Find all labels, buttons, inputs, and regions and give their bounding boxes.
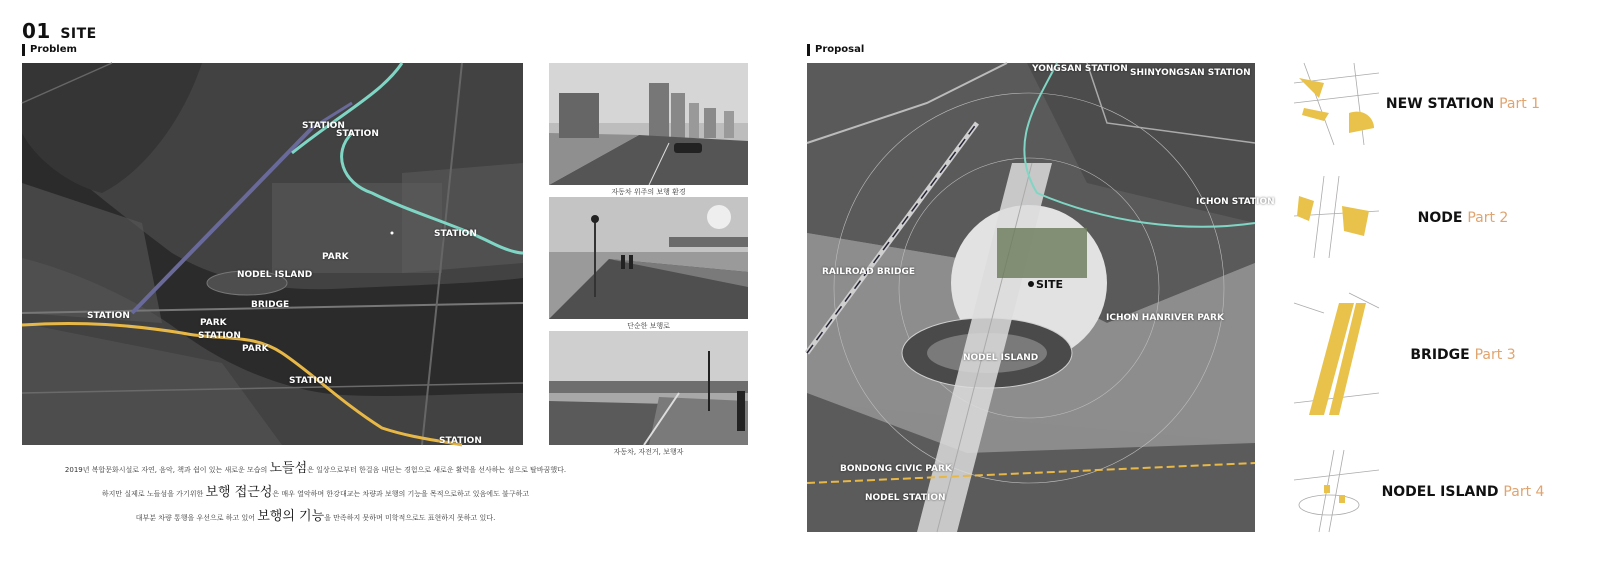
proposal-map-graphic <box>807 63 1255 532</box>
photo-caption: 자동차 위주의 보행 환경 <box>611 188 686 196</box>
map-label-nodel-station: NODEL STATION <box>865 493 946 503</box>
emphasis-text: 보행의 기능 <box>257 509 325 524</box>
map-label-ichon-hanriver-park: ICHON HANRIVER PARK <box>1106 313 1224 323</box>
page-title <box>22 19 97 43</box>
map-label-yongsan-station: YONGSAN STATION <box>1032 64 1128 74</box>
map-label-park: PARK <box>242 344 269 354</box>
problem-description-line-2: 하지만 실제로 노들섬을 가기위한 보행 접근성은 매우 열악하며 한강대교는 차량과 보행의 기능을 목적으로하고 있음에도 불구하고 <box>101 485 530 500</box>
photo-caption: 단순한 보행로 <box>627 322 670 330</box>
problem-aerial-map <box>22 63 523 445</box>
proposal-site-map <box>807 63 1275 532</box>
map-label-station: STATION <box>302 121 345 131</box>
photo-car-bike-pedestrian <box>549 331 748 445</box>
photo-car-oriented-street <box>549 63 748 185</box>
photo-simple-walkway <box>549 197 748 319</box>
map-label-nodel-island: NODEL ISLAND <box>237 270 313 280</box>
map-label-bondong-civic-park: BONDONG CIVIC PARK <box>840 464 952 474</box>
problem-description-line-1: 2019년 복합문화시설로 자연, 음악, 책과 쉼이 있는 새로운 모습의 노들섬은 일상으로부터 한걸음 내딛는 경험으로 새로운 활력을 선사하는 섬으로 탈바꿈했다. <box>64 461 567 476</box>
part-2-title: NODE Part 2 <box>1417 210 1509 226</box>
proposal-label: Proposal <box>807 44 864 56</box>
map-label-station: STATION <box>289 376 332 386</box>
map-label-station: STATION <box>87 311 130 321</box>
map-label-bridge: BRIDGE <box>251 300 290 310</box>
part-1-title: NEW STATION Part 1 <box>1385 96 1541 112</box>
problem-map-graphic <box>22 63 523 445</box>
map-label-park: PARK <box>322 252 349 262</box>
map-label-nodel-island: NODEL ISLAND <box>963 353 1039 363</box>
emphasis-text: 보행 접근성 <box>205 485 273 500</box>
map-label-station: STATION <box>198 331 241 341</box>
map-label-site: SITE <box>1036 278 1064 291</box>
problem-description-line-3: 대부분 차량 통행을 우선으로 하고 있어 보행의 기능을 만족하지 못하며 미학적으로도 표현하지 못하고 있다. <box>135 509 496 524</box>
problem-label: Problem <box>22 44 77 56</box>
section-title: SITE <box>60 26 97 42</box>
map-label-ichon-station: ICHON STATION <box>1196 197 1275 207</box>
part-4-title: NODEL ISLAND Part 4 <box>1381 484 1545 500</box>
map-label-station: STATION <box>434 229 477 239</box>
map-label-park: PARK <box>200 318 227 328</box>
map-label-shinyongsan-station: SHINYONGSAN STATION <box>1130 68 1251 78</box>
section-number: 01 <box>22 19 51 43</box>
map-label-station: STATION <box>439 436 482 446</box>
map-label-railroad-bridge: RAILROAD BRIDGE <box>822 267 916 277</box>
photo-caption: 자동차, 자전거, 보행자 <box>613 448 684 456</box>
map-label-station: STATION <box>336 129 379 139</box>
part-3-title: BRIDGE Part 3 <box>1410 347 1516 363</box>
emphasis-text: 노들섬 <box>269 461 308 476</box>
